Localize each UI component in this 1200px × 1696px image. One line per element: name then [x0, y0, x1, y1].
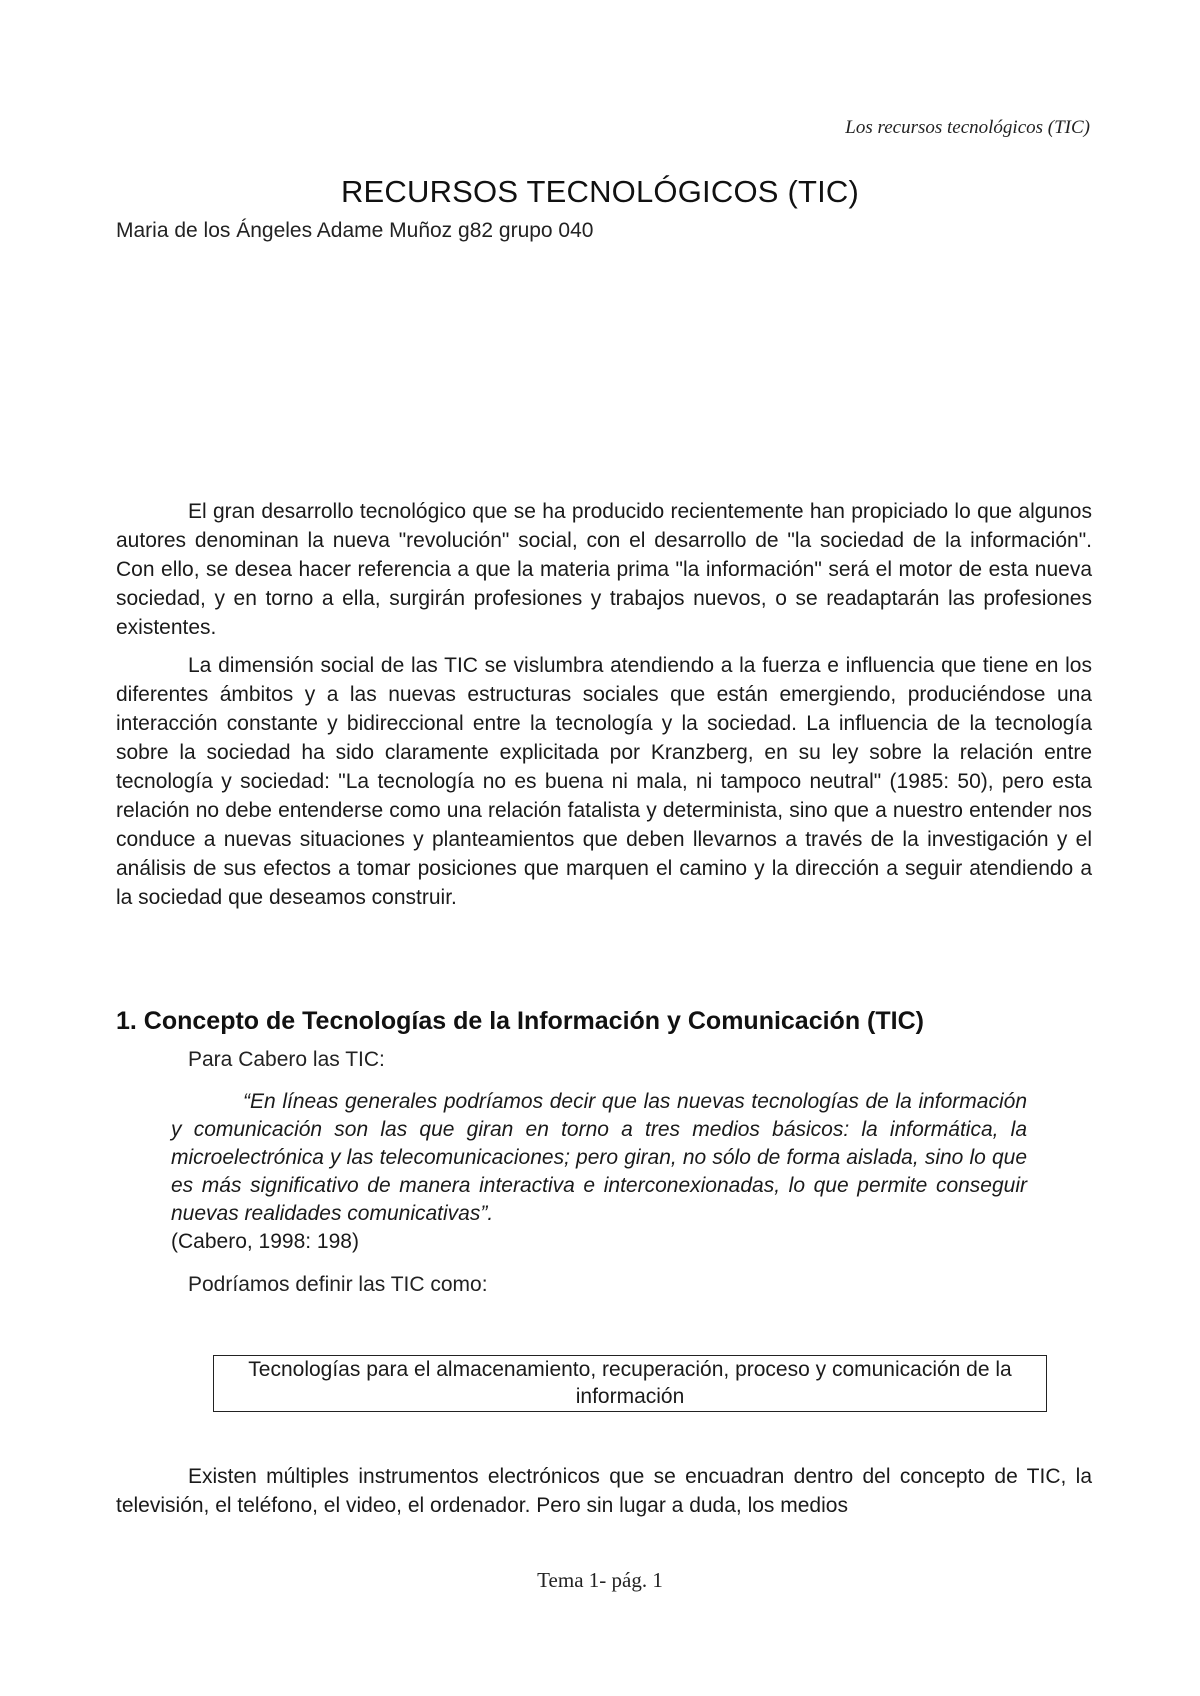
page-footer: Tema 1- pág. 1	[537, 1568, 663, 1592]
closing-section	[116, 1462, 1092, 1529]
intro-paragraph: La dimensión social de las TIC se vislumbra atendiendo a la fuerza e influencia que tiene en los diferentes ámbitos y a las nuevas estructuras sociales que están emergiendo, produciéndose una interacción constante y bidireccional entre la tecnología y la sociedad. La influencia de la tecnología sobre la sociedad ha sido claramente explicitada por Kranzberg, en su ley sobre la relación entre tecnología y sociedad: "La tecnología no es buena ni mala, ni tampoco neutral" (1985: 50), pero esta relación no debe entenderse como una relación fatalista y determinista, sino que a nuestro entender nos conduce a nuevas situaciones y planteamientos que deben llevarnos a través de la investigación y el análisis de sus efectos a tomar posiciones que marquen el camino y la dirección a seguir atendiendo a la sociedad que deseamos construir.	[116, 654, 1092, 909]
definition-intro-text: Podríamos definir las TIC como:	[188, 1273, 488, 1296]
section-heading: 1. Concepto de Tecnologías de la Información y Comunicación (TIC)	[116, 1007, 924, 1035]
cabero-quote	[171, 1088, 1027, 1256]
author-line: Maria de los Ángeles Adame Muñoz g82 grupo 040	[116, 219, 594, 242]
quote-citation: (Cabero, 1998: 198)	[171, 1230, 359, 1253]
definition-box: Tecnologías para el almacenamiento, recuperación, proceso y comunicación de la información	[213, 1355, 1047, 1412]
quote-text: “En líneas generales podríamos decir que las nuevas tecnologías de la información y comunicación son las que giran en torno a tres medios básicos: la informática, la microelectrónica y las telecomunicaciones; pero giran, no sólo de forma aislada, sino lo que es más significativo de manera interactiva e interconexionadas, lo que permite conseguir nuevas realidades comunicativas”.	[171, 1090, 1027, 1225]
closing-paragraph: Existen múltiples instrumentos electrónicos que se encuadran dentro del concepto de TIC, la televisión, el teléfono, el video, el ordenador. Pero sin lugar a duda, los medios	[116, 1465, 1092, 1517]
cabero-intro-text: Para Cabero las TIC:	[188, 1048, 385, 1071]
document-title: RECURSOS TECNOLÓGICOS (TIC)	[340, 174, 860, 209]
intro-paragraph: El gran desarrollo tecnológico que se ha producido recientemente han propiciado lo que algunos autores denominan la nueva "revolución" social, con el desarrollo de "la sociedad de la información". Con ello, se desea hacer referencia a que la materia prima "la información" será el motor de esta nueva sociedad, y en torno a ella, surgirán profesiones y trabajos nuevos, o se readaptarán las profesiones existentes.	[116, 500, 1092, 639]
intro-section	[116, 497, 1092, 921]
running-header: Los recursos tecnológicos (TIC)	[845, 117, 1090, 138]
